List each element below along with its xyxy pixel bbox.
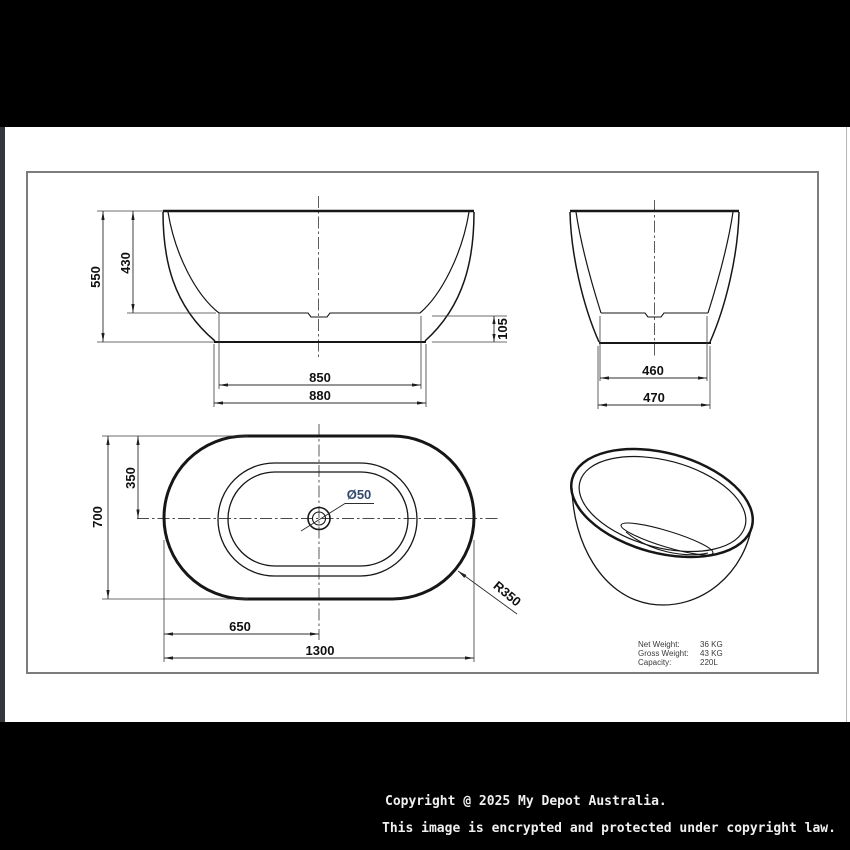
spec-table bbox=[638, 640, 788, 667]
front-inner-wall-left bbox=[168, 212, 219, 313]
front-inner-bottom-line bbox=[219, 313, 420, 317]
front-extension-lines bbox=[97, 211, 507, 407]
front-elevation-view bbox=[88, 196, 510, 407]
side-dim-470-label: 470 bbox=[643, 390, 665, 405]
front-outer-wall-right bbox=[425, 212, 474, 341]
front-dim-850-label: 850 bbox=[309, 370, 331, 385]
spec-row-gross-weight bbox=[638, 649, 788, 658]
side-dim-460-label: 460 bbox=[642, 363, 664, 378]
front-dim-880-label: 880 bbox=[309, 388, 331, 403]
side-outer-wall-left bbox=[570, 212, 599, 342]
front-outer-wall-left bbox=[163, 212, 215, 341]
perspective-view bbox=[559, 431, 765, 605]
plan-drain-label: Ø50 bbox=[346, 487, 372, 502]
plan-bowl-floor-oval bbox=[228, 472, 408, 566]
front-inner-wall-right bbox=[420, 212, 469, 313]
copyright-line: Copyright @ 2025 My Depot Australia. bbox=[385, 794, 667, 809]
spec-row-net-weight bbox=[638, 640, 788, 649]
plan-dim-1300-label: 1300 bbox=[305, 643, 335, 658]
front-dim-550-label: 550 bbox=[88, 266, 103, 288]
spec-label: Gross Weight: bbox=[638, 649, 689, 658]
spec-label: Net Weight: bbox=[638, 640, 680, 649]
spec-label: Capacity: bbox=[638, 658, 672, 667]
perspective-rim-outer bbox=[559, 431, 765, 576]
footer-bar bbox=[0, 722, 850, 850]
spec-value: 43 KG bbox=[700, 649, 723, 658]
plan-radius-arrow bbox=[458, 571, 466, 578]
spec-row-capacity bbox=[638, 658, 788, 667]
side-elevation-view bbox=[570, 200, 739, 409]
front-dim-105-label: 105 bbox=[495, 318, 510, 340]
sheet-border-frame bbox=[27, 172, 818, 673]
plan-dim-350-label: 350 bbox=[123, 467, 138, 489]
spec-value: 220L bbox=[700, 658, 718, 667]
front-dim-430-label: 430 bbox=[118, 252, 133, 274]
side-outer-wall-right bbox=[710, 212, 739, 342]
plan-view bbox=[90, 424, 524, 662]
perspective-body-silhouette bbox=[572, 488, 753, 605]
protection-notice-line: This image is encrypted and protected under copyright law. bbox=[382, 821, 836, 836]
plan-dim-700-label: 700 bbox=[90, 506, 105, 528]
spec-value: 36 KG bbox=[700, 640, 723, 649]
side-inner-wall-right bbox=[708, 212, 733, 313]
plan-dim-arrows bbox=[106, 436, 474, 660]
perspective-rim-inner bbox=[569, 440, 757, 568]
front-dim-arrows bbox=[101, 211, 495, 405]
plan-dim-650-label: 650 bbox=[229, 619, 251, 634]
plan-radius-label: R350 bbox=[490, 577, 525, 610]
side-inner-wall-left bbox=[576, 212, 601, 313]
plan-extension-lines bbox=[102, 436, 474, 662]
